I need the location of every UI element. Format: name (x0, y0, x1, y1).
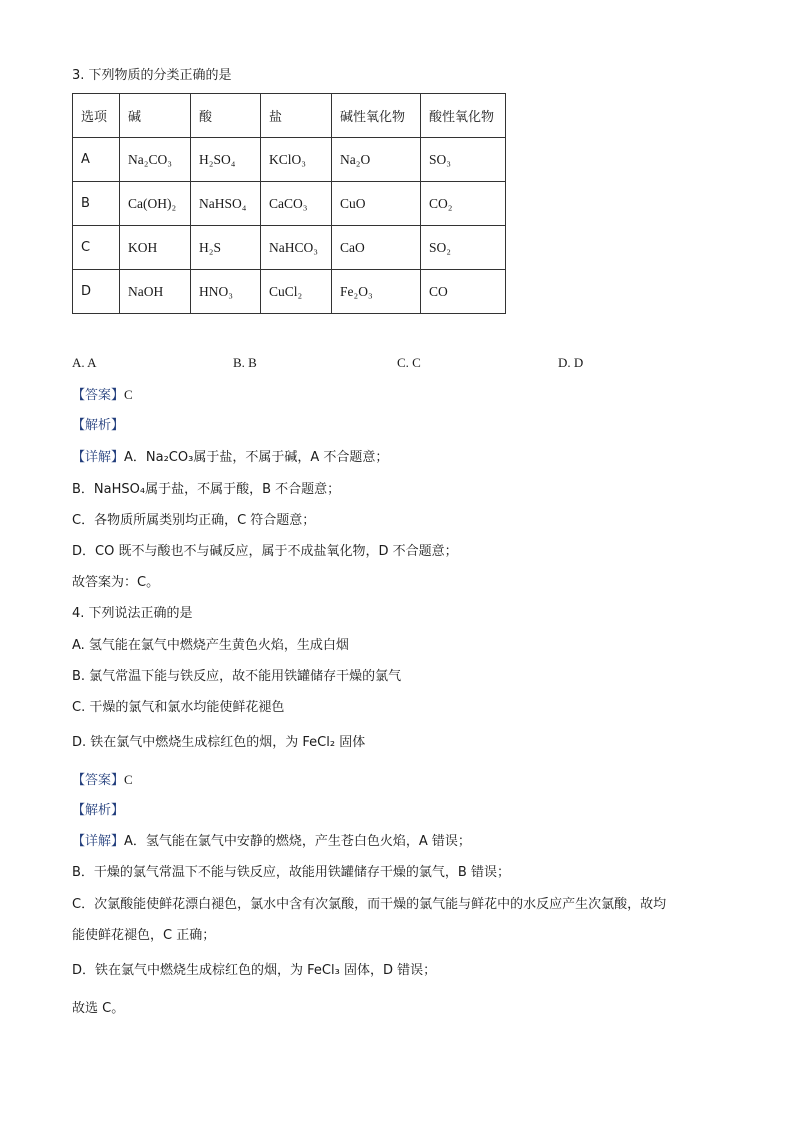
table-cell: A (73, 138, 120, 182)
answer-label: 【答案】 (72, 388, 125, 403)
header-cell: 酸 (191, 94, 261, 138)
table-cell: Na₂O (332, 138, 421, 182)
detail-line (72, 449, 388, 467)
detail-line: D．CO 既不与酸也不与碱反应，属于不成盐氧化物，D 不合题意； (72, 544, 458, 559)
table-cell: NaHCO₃ (261, 226, 332, 270)
table-cell: C (73, 226, 120, 270)
table-cell: CO₂ (421, 182, 506, 226)
header-cell: 选项 (73, 94, 120, 138)
table-cell: CaCO₃ (261, 182, 332, 226)
table-cell: D (73, 270, 120, 314)
header-cell: 碱性氧化物 (332, 94, 421, 138)
option-d: D. 铁在氯气中燃烧生成棕红色的烟，为 FeCl₂ 固体 (72, 735, 366, 750)
table-cell: SO₃ (421, 138, 506, 182)
table-cell: NaHSO₄ (191, 182, 261, 226)
table-row (73, 138, 506, 182)
header-cell: 碱 (120, 94, 191, 138)
answer-label: 【答案】 (72, 773, 125, 788)
option-d: D. D (558, 355, 584, 370)
table-cell: H₂S (191, 226, 261, 270)
answer-line (72, 386, 133, 405)
option-b: B. B (233, 355, 257, 370)
question-4-title: 4. 下列说法正确的是 (72, 606, 193, 621)
answer-value: C (124, 772, 133, 787)
option-c: C. C (397, 355, 421, 370)
detail-line (72, 833, 471, 851)
table-cell: NaOH (120, 270, 191, 314)
table-cell: CaO (332, 226, 421, 270)
option-b: B. 氯气常温下能与铁反应，故不能用铁罐储存干燥的氯气 (72, 669, 402, 684)
table-cell: B (73, 182, 120, 226)
detail-text: A．氢气能在氯气中安静的燃烧，产生苍白色火焰，A 错误； (124, 834, 471, 849)
table-cell: Na₂CO₃ (120, 138, 191, 182)
table-row (73, 182, 506, 226)
table-cell: CuO (332, 182, 421, 226)
detail-label: 【详解】 (72, 450, 125, 465)
table-row (73, 226, 506, 270)
option-a: A. A (72, 355, 97, 370)
table-cell: KOH (120, 226, 191, 270)
table-cell: CO (421, 270, 506, 314)
conclusion: 故答案为：C。 (72, 575, 160, 590)
classification-table (72, 93, 506, 314)
table-header-row (73, 94, 506, 138)
question-3-title: 3. 下列物质的分类正确的是 (72, 68, 232, 83)
detail-label: 【详解】 (72, 834, 125, 849)
detail-line: 能使鲜花褪色，C 正确； (72, 928, 216, 943)
conclusion: 故选 C。 (72, 1001, 125, 1016)
table-cell: Fe₂O₃ (332, 270, 421, 314)
table-cell: HNO₃ (191, 270, 261, 314)
detail-text: A．Na₂CO₃属于盐，不属于碱，A 不合题意； (124, 450, 389, 465)
detail-line: D．铁在氯气中燃烧生成棕红色的烟，为 FeCl₃ 固体，D 错误； (72, 963, 437, 978)
table-cell: SO₂ (421, 226, 506, 270)
header-cell: 盐 (261, 94, 332, 138)
answer-line (72, 771, 133, 790)
analysis-label: 【解析】 (72, 418, 125, 433)
table-cell: Ca(OH)₂ (120, 182, 191, 226)
table-row (73, 270, 506, 314)
answer-value: C (124, 387, 133, 402)
header-cell: 酸性氧化物 (421, 94, 506, 138)
option-c: C. 干燥的氯气和氯水均能使鲜花褪色 (72, 700, 285, 715)
detail-line: B．干燥的氯气常温下不能与铁反应，故能用铁罐储存干燥的氯气，B 错误； (72, 865, 510, 880)
detail-line: C．各物质所属类别均正确，C 符合题意； (72, 513, 316, 528)
table-cell: KClO₃ (261, 138, 332, 182)
table-cell: H₂SO₄ (191, 138, 261, 182)
analysis-label: 【解析】 (72, 803, 125, 818)
table-cell: CuCl₂ (261, 270, 332, 314)
detail-line: B．NaHSO₄属于盐，不属于酸，B 不合题意； (72, 482, 341, 497)
option-a: A. 氢气能在氯气中燃烧产生黄色火焰，生成白烟 (72, 638, 349, 653)
detail-line: C．次氯酸能使鲜花漂白褪色，氯水中含有次氯酸，而干燥的氯气能与鲜花中的水反应产生次氯酸，故均 (72, 897, 667, 912)
